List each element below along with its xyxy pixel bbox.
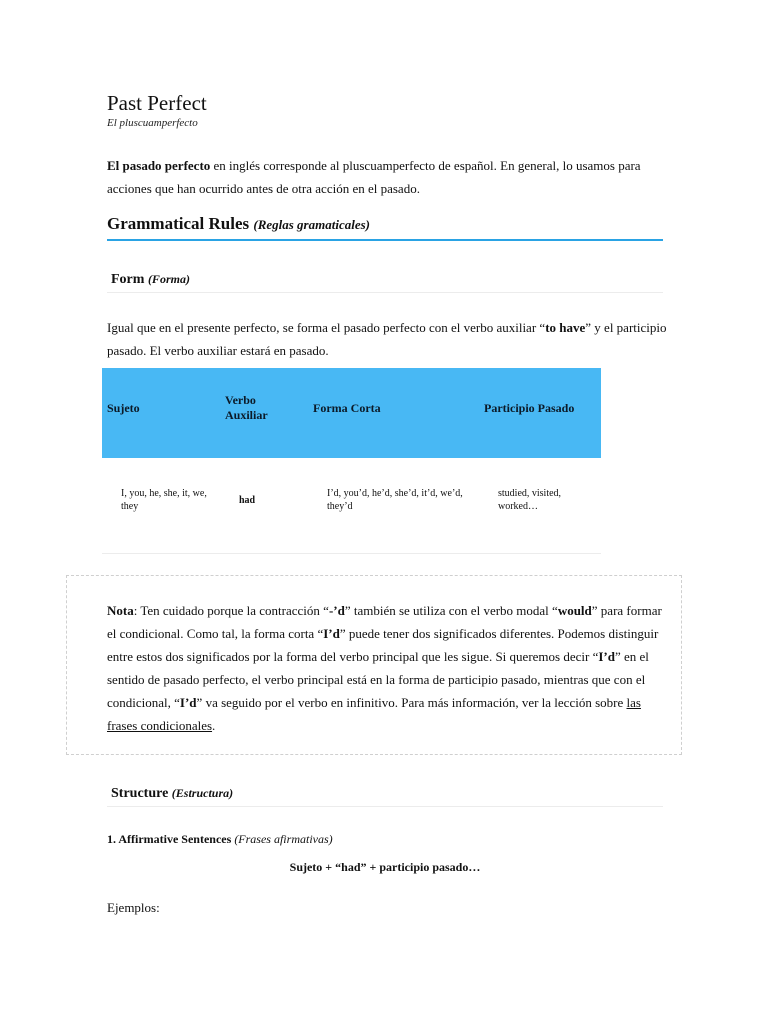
table-cell: I’d, you’d, he’d, she’d, it’d, we’d, they’d: [327, 488, 463, 512]
note-text: ” va seguido por el verbo en infinitivo. Para más información, ver la lección sobre: [196, 695, 627, 710]
note-label: Nota: [107, 603, 134, 618]
form-heading: [111, 272, 190, 288]
conditionals-link[interactable]: las frases condicionales: [107, 695, 641, 733]
affirmative-heading: [107, 832, 333, 847]
grammar-subtitle: (Reglas gramaticales): [253, 217, 370, 232]
intro-bold: El pasado perfecto: [107, 158, 211, 173]
grammar-divider: [107, 239, 663, 241]
form-divider: [107, 292, 663, 293]
note-bold: -’d: [328, 603, 345, 618]
intro-paragraph: [107, 154, 667, 200]
note-text: : Ten cuidado porque la contracción “: [133, 603, 329, 618]
note-text: ” puede tener dos significados diferentes. Podemos distinguir entre estos dos significados por la forma del verbo principal que les sigue. Si queremos decir “: [107, 626, 659, 664]
structure-heading: [111, 786, 233, 802]
note-bold: I’d: [323, 626, 340, 641]
note-bold: would: [557, 603, 592, 618]
structure-divider: [107, 806, 663, 807]
note-text: .: [212, 718, 216, 733]
grammar-title: Grammatical Rules: [107, 214, 250, 233]
page-title: Past Perfect: [107, 91, 207, 115]
table-header-cell: Sujeto: [107, 401, 140, 415]
page-subtitle: El pluscuamperfecto: [107, 117, 198, 129]
form-text-1: Igual que en el presente perfecto, se forma el pasado perfecto con el verbo auxiliar “: [107, 320, 546, 335]
table-header-cell: Verbo Auxiliar: [225, 393, 268, 422]
intro-text: en inglés corresponde al pluscuamperfecto de español. En general, lo usamos para acciones que han ocurrido antes de otra acción en el pasado.: [107, 158, 641, 196]
form-paragraph: [107, 316, 667, 362]
form-text-2: ” y el participio pasado. El verbo auxiliar estará en pasado.: [107, 320, 667, 358]
note-bold: I’d: [598, 649, 615, 664]
form-subtitle: (Forma): [147, 272, 190, 286]
structure-subtitle: (Estructura): [171, 786, 234, 800]
affirmative-subtitle: (Frases afirmativas): [234, 832, 333, 846]
grammar-heading: [107, 214, 370, 234]
affirmative-formula: Sujeto + “had” + participio pasado…: [289, 860, 481, 874]
note-text: ” en el sentido de pasado perfecto, el verbo principal está en la forma de participio pasado, mientras que con el condicional, “: [107, 649, 649, 710]
table-cell: had: [239, 495, 256, 506]
form-title: Form: [111, 272, 145, 287]
structure-title: Structure: [111, 786, 169, 801]
table-header-cell: Forma Corta: [313, 401, 381, 415]
note-text: ” para formar el condicional. Como tal, la forma corta “: [107, 603, 662, 641]
affirmative-title: 1. Affirmative Sentences: [107, 832, 232, 846]
table-cell: studied, visited, worked…: [498, 488, 562, 512]
examples-label: Ejemplos:: [107, 900, 160, 915]
note-paragraph: [107, 599, 667, 737]
note-text: ” también se utiliza con el verbo modal “: [344, 603, 558, 618]
table-cell: I, you, he, she, it, we, they: [121, 488, 207, 512]
table-header-cell: Participio Pasado: [484, 401, 575, 415]
note-bold: I’d: [179, 695, 197, 710]
table-bottom-divider: [102, 553, 601, 554]
form-bold: to have: [545, 320, 586, 335]
